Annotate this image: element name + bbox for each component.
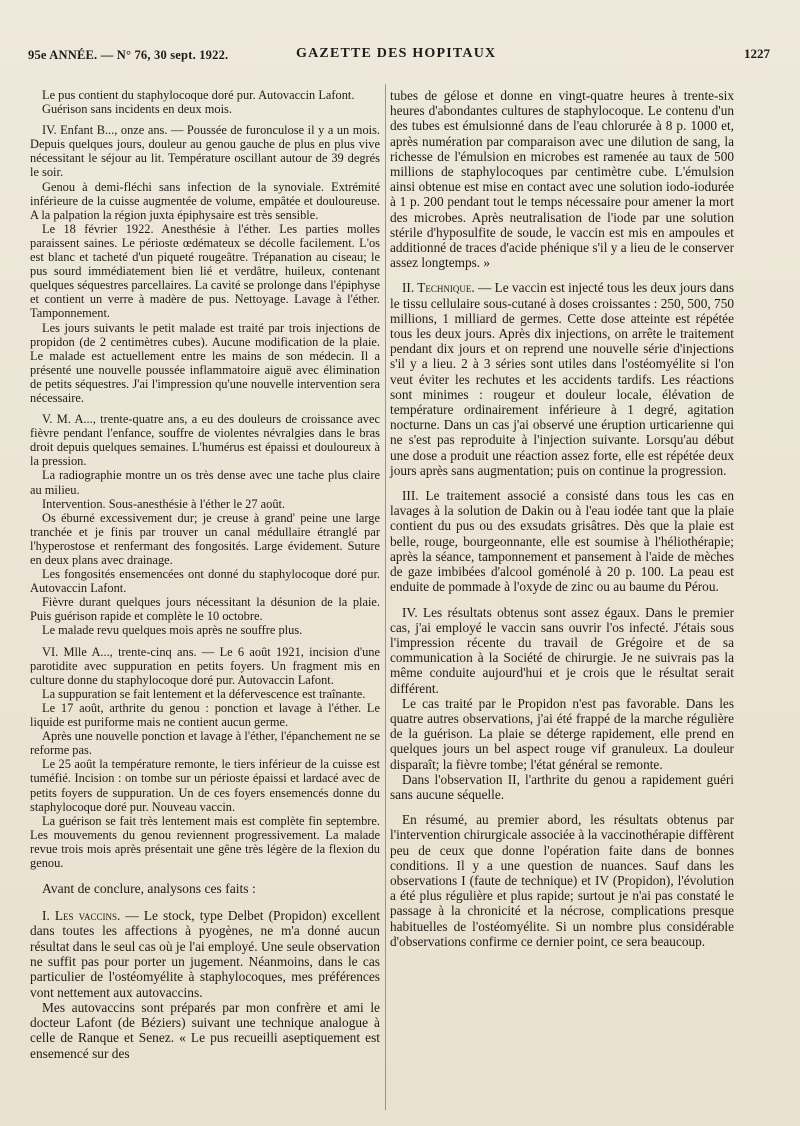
paragraph: Genou à demi-fléchi sans infection de la synoviale. Extrémité inférieure de la cuisse augmentée de volume, empâtée et douloureuse. A la palpation la région juxta épiphysaire est très sensible. xyxy=(30,179,380,222)
paragraph: Le 17 août, arthrite du genou : ponction et lavage à l'éther. Le liquide est puriforme mais ne contient aucun germe. xyxy=(30,700,380,730)
conclusion-lead: Avant de conclure, analysons ces faits : xyxy=(42,881,256,897)
case-vi-intro: VI. Mlle A..., trente-cinq ans. — Le 6 août 1921, incision d'une parotidite avec suppuration en petits foyers. Un fragment mis en culture donne du staphylocoque doré pur. Autovaccin Lafont. xyxy=(30,644,380,687)
paragraph: Après une nouvelle ponction et lavage à l'éther, l'épanchement ne se reforme pas. xyxy=(30,729,380,758)
paragraph: Les jours suivants le petit malade est traité par trois injections de propidon (de 2 centimètres cubes). Aucune modification de la plaie. Le malade est actuellement entre les mains de son médecin. Il a présenté une nouvelle poussée inflammatoire aiguë avec élimination de petits séquestres. J'ai l'impression qu'une nouvelle intervention sera nécessaire. xyxy=(30,320,380,405)
column-divider xyxy=(385,84,386,1110)
section-heading: I. Les vaccins. xyxy=(42,908,121,924)
paragraph: Intervention. Sous-anesthésie à l'éther le 27 août. xyxy=(42,496,286,511)
summary-paragraph: En résumé, au premier abord, les résultats obtenus par l'intervention chirurgicale associée à la vaccinothérapie diffèrent peu de ceux que donne l'opération faite dans de bonnes conditions. Il y a une question de nuances. Sauf dans les observations I (faute de technique) et IV (Propidon), l'évolution a été plus régulière et plus rapide; surtout je n'ai pas constaté le passage à la chronicité et la nécrose, complications presque habituelles de l'ostéomyélite. Si un nombre plus considérable d'observations confirme ce dernier point, ce sera beaucoup. xyxy=(390,812,734,949)
section-text: — Le vaccin est injecté tous les deux jours dans le tissu cellulaire sous-cutané à doses croissantes : 250, 500, 750 millions, 1 milliard de germes. Cette dose atteinte est répétée tous les deux jours. Après dix injections, on arrête le traitement pendant dix jours et on reprend une nouvelle série d'injections s'il y a lieu. 2 à 3 séries sont utiles dans l'ostéomyélite si l'on veut éviter les rechutes et les accidents tardifs. Les réactions sont minimes : rougeur et douleur locale, élévation de température ordinairement inférieure à 1 degré, agitation nocturne. Dans un cas j'ai observé une éruption urticarienne qui ne s'est pas reproduite à l'injection suivante. Lorsqu'au début une dose a produit une réaction assez forte, elle est répétée deux jours après sans augmentation; puis on continue la progression. xyxy=(390,280,734,478)
traitement-section: III. Le traitement associé a consisté dans tous les cas en lavages à la solution de Dakin ou à l'eau iodée tant que la plaie contient du pus ou des exsudats grisâtres. Dès que la plaie est belle, rouge, bourgeonnante, elle est soumise à l'héliothérapie; après la séance, tamponnement et pansement à l'aide de mèches de gaze imbibées d'alcool goménolé à 20 p. 100. La peau est enduite de pommade à l'oxyde de zinc ou au baume du Pérou. xyxy=(390,488,734,595)
paragraph: tubes de gélose et donne en vingt-quatre heures à trente-six heures d'abondantes cultures de staphylocoque. Le contenu d'un des tubes est émulsionné dans de l'eau chlorurée à 8 p. 1000 et, après numération par comparaison avec une dilution de sang, la richesse de l'émulsion en microbes est ramenée au taux de 500 millions de staphylocoques par centimètre cube. L'émulsion ainsi obtenue est mise en contact avec une solution iodo-iodurée à 1 p. 200 pendant tout le temps nécessaire pour amener la mort des microbes. Après neutralisation de l'iode par une solution stérile d'hyposulfite de soude, le vaccin est mis en ampoules et additionné de traces d'acide phénique s'il y a lieu de le conserver assez longtemps. » xyxy=(390,88,734,271)
paragraph: Le malade revu quelques mois après ne souffre plus. xyxy=(42,623,303,638)
paragraph: Le 25 août la température remonte, le tiers inférieur de la cuisse est tuméfié. Incision : on tombe sur un périoste épaissi et lardacé avec de petits foyers de suppuration. Un de ces foyers ensemencés donne du staphylocoque doré pur. Nouveau vaccin. xyxy=(30,757,380,814)
paragraph: Fièvre durant quelques jours nécessitant la désunion de la plaie. Puis guérison rapide et complète le 10 octobre. xyxy=(30,595,380,624)
paragraph: Os éburné excessivement dur; je creuse à grand' peine une large tranchée et je finis par trouver un canal médullaire étranglé par l'hyperostose et renfermant des fongosités. Large évidement. Suture en deux plans avec drainage. xyxy=(30,510,380,567)
paragraph: Le 18 février 1922. Anesthésie à l'éther. Les parties molles paraissent saines. Le périoste œdémateux se décolle facilement. L'os est blanc et tacheté d'un piqueté rougeâtre. Trépanation au ciseau; le pus sourd immédiatement bien lié et verdâtre, huileux, contenant quelques séquestres parcellaires. La cavité se prolonge dans l'épiphyse et contient un verre à madère de pus. Nettoyage. Lavage à l'éther. Tamponnement. xyxy=(30,221,380,321)
right-column xyxy=(390,88,734,949)
paragraph: Le pus contient du staphylocoque doré pur. Autovaccin Lafont. xyxy=(42,88,355,102)
paragraph: La radiographie montre un os très dense avec une tache plus claire au milieu. xyxy=(30,468,380,497)
page-header xyxy=(28,44,772,66)
paragraph: Les fongosités ensemencées ont donné du staphylocoque doré pur. Autovaccin Lafont. xyxy=(30,567,380,596)
resultats-section: IV. Les résultats obtenus sont assez égaux. Dans le premier cas, j'ai employé le vaccin sans ouvrir l'os infecté. J'étais sous l'impression récente du travail de Grégoire et de sa communication à la Société de chirurgie. Je ne suivrais pas la même conduite aujourd'hui et je crois que le résultat serait différent. xyxy=(390,604,734,696)
journal-title: GAZETTE DES HOPITAUX xyxy=(296,46,497,61)
paragraph: La guérison se fait très lentement mais est complète fin septembre. Les mouvements du genou reviennent progressivement. La malade revue trois mois après présentait une gêne très légère de la flexion du genou. xyxy=(30,813,380,870)
issue-info: 95e ANNÉE. — N° 76, 30 sept. 1922. xyxy=(28,48,229,62)
section-text: — Le stock, type Delbet (Propidon) excellent dans toutes les affections à pyogènes, ne m'a donné aucun résultat dans le seul cas où je l'ai employé. Une seule observation ne suffit pas pour porter un jugement. Néanmoins, dans le cas particulier de l'ostéomyélite à staphylocoques, mes préférences vont nettement aux autovaccins. xyxy=(30,908,381,1000)
paragraph: Guérison sans incidents en deux mois. xyxy=(42,102,232,117)
technique-section xyxy=(390,280,734,478)
case-iv-intro: IV. Enfant B..., onze ans. — Poussée de furonculose il y a un mois. Depuis quelques jours, douleur au genou gauche de plus en plus vive nécessitant le séjour au lit. Température oscillant autour de 39 degrés le soir. xyxy=(30,123,380,180)
paragraph: La suppuration se fait lentement et la défervescence est traînante. xyxy=(42,686,366,701)
paragraph: Le cas traité par le Propidon n'est pas favorable. Dans les quatre autres observations, j'ai été frappé de la marche régulière de la guérison. La plaie se déterge rapidement, elle prend en quelques jours un bel aspect rouge vif granuleux. La douleur disparaît; la fièvre tombe; l'état général se remonte. xyxy=(390,695,734,772)
section-heading: II. Technique. xyxy=(402,280,475,296)
paragraph: Mes autovaccins sont préparés par mon confrère et ami le docteur Lafont (de Béziers) suivant une technique analogue à celle de Ranque et Senez. « Le pus recueilli aseptiquement est ensemencé sur des xyxy=(30,999,380,1061)
case-v-intro: V. M. A..., trente-quatre ans, a eu des douleurs de croissance avec fièvre pendant l'enfance, souffre de violentes névralgies dans le bras droit depuis quelques semaines. L'humérus est épaissi et douloureux à la pression. xyxy=(30,412,380,469)
paragraph: Dans l'observation II, l'arthrite du genou a rapidement guéri sans aucune séquelle. xyxy=(390,771,734,802)
left-column xyxy=(30,88,380,1061)
vaccins-section xyxy=(30,908,380,1000)
page-number: 1227 xyxy=(744,46,770,61)
